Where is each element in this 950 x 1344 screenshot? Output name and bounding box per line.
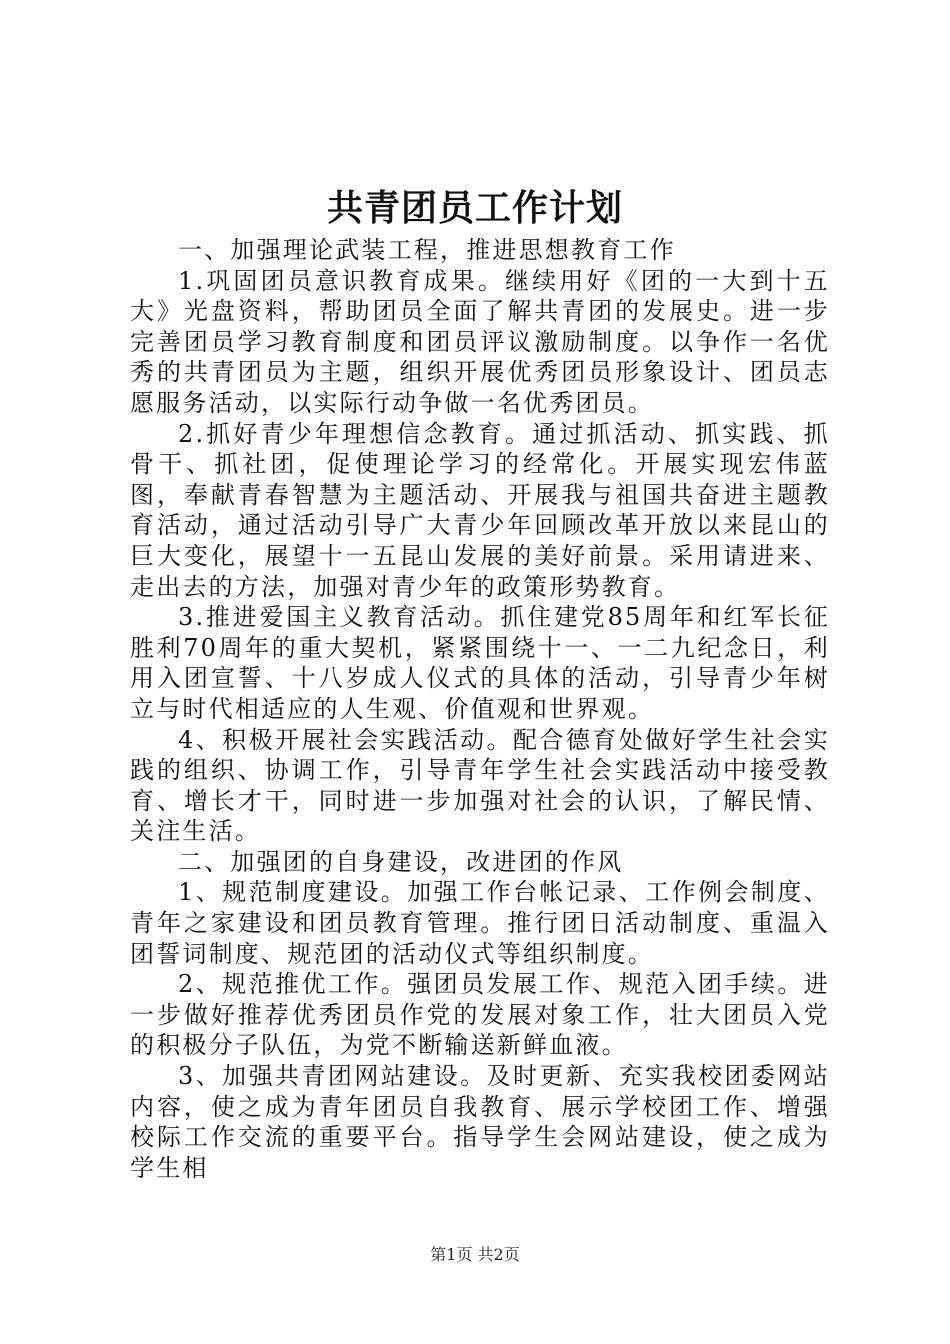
page-number-footer: 第1页 共2页 (430, 1245, 520, 1264)
section-heading: 二、加强团的自身建设，改进团的作风 (178, 847, 624, 876)
document-title: 共青团员工作计划 (326, 187, 623, 229)
paragraph: 2、规范推优工作。强团员发展工作、规范入团手续。进一步做好推荐优秀团员作党的发展对象工作，壮大团员入党的积极分子队伍，为党不断输送新鲜血液。 (130, 970, 830, 1060)
section-heading: 一、加强理论武装工程，推进思想教育工作 (178, 236, 676, 264)
paragraph: 2.抓好青少年理想信念教育。通过抓活动、抓实践、抓骨干、抓社团，促使理论学习的经常化。开展实现宏伟蓝图，奉献青春智慧为主题活动、开展我与祖国共奋进主题教育活动，通过活动引导广大青少年回顾改革开放以来昆山的巨大变化，展望十一五昆山发展的美好前景。采用请进来、走出去的方法，加强对青少年的政策形势教育。 (130, 419, 830, 601)
paragraph: 1、规范制度建设。加强工作台帐记录、工作例会制度、青年之家建设和团员教育管理。推行团日活动制度、重温入团誓词制度、规范团的活动仪式等组织制度。 (130, 878, 830, 968)
paragraph: 3、加强共青团网站建设。及时更新、充实我校团委网站内容，使之成为青年团员自我教育、展示学校团工作、增强校际工作交流的重要平台。指导学生会网站建设，使之成为学生相 (130, 1062, 830, 1182)
paragraph: 3.推进爱国主义教育活动。抓住建党85周年和红军长征胜利70周年的重大契机，紧紧围绕十一、一二九纪念日，利用入团宣誓、十八岁成人仪式的具体的活动，引导青少年树立与时代相适应的人生观、价值观和世界观。 (130, 603, 830, 723)
document-body (130, 235, 830, 1183)
paragraph: 4、积极开展社会实践活动。配合德育处做好学生社会实践的组织、协调工作，引导青年学生社会实践活动中接受教育、增长才干，同时进一步加强对社会的认识，了解民情、关注生活。 (130, 725, 830, 846)
paragraph: 1.巩固团员意识教育成果。继续用好《团的一大到十五大》光盘资料，帮助团员全面了解共青团的发展史。进一步完善团员学习教育制度和团员评议激励制度。以争作一名优秀的共青团员为主题，组织开展优秀团员形象设计、团员志愿服务活动，以实际行动争做一名优秀团员。 (130, 266, 830, 417)
